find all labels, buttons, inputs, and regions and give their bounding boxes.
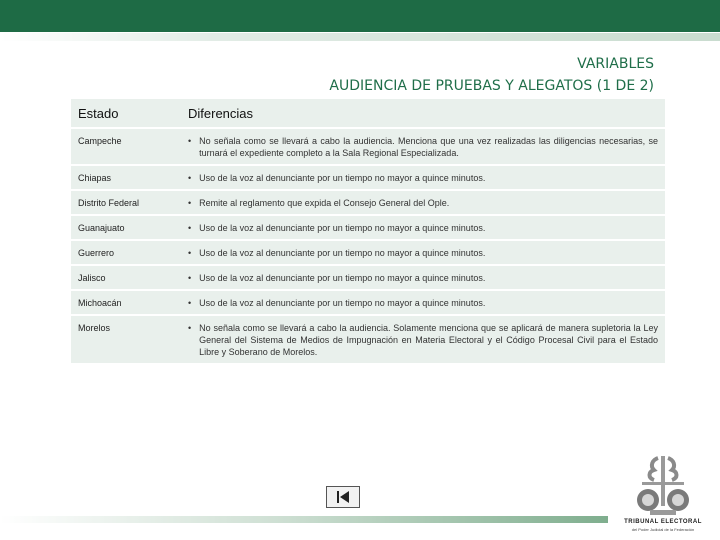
difference-cell xyxy=(181,216,665,239)
table-row xyxy=(71,291,665,314)
table-header-row xyxy=(71,99,665,127)
difference-text: No señala como se llevará a cabo la audiencia. Solamente menciona que se aplicará de manera supletoria la Ley General del Sistema de Medios de Impugnación en Materia Electoral y el Código Procesal Civil para el Estado Libre y Soberano de Morelos. xyxy=(199,323,658,357)
difference-text: Uso de la voz al denunciante por un tiempo no mayor a quince minutos. xyxy=(199,298,486,308)
state-cell: Michoacán xyxy=(71,291,181,314)
table-row xyxy=(71,129,665,164)
first-page-icon xyxy=(327,487,359,507)
bullet-mark: • xyxy=(188,298,192,308)
page-title: VARIABLES xyxy=(577,56,654,72)
bullet-mark: • xyxy=(188,136,192,146)
state-cell: Chiapas xyxy=(71,166,181,189)
page-subtitle: AUDIENCIA DE PRUEBAS Y ALEGATOS (1 DE 2) xyxy=(329,78,654,94)
difference-cell xyxy=(181,241,665,264)
table-row xyxy=(71,241,665,264)
state-cell: Guanajuato xyxy=(71,216,181,239)
state-cell: Guerrero xyxy=(71,241,181,264)
bullet-mark: • xyxy=(188,173,192,183)
difference-text: No señala como se llevará a cabo la audiencia. Menciona que una vez realizadas las diligencias necesarias, se turnará el expediente completo a la Sala Regional Especializada. xyxy=(199,136,658,158)
table-row xyxy=(71,316,665,363)
difference-cell xyxy=(181,316,665,363)
difference-cell xyxy=(181,129,665,164)
difference-text: Uso de la voz al denunciante por un tiempo no mayor a quince minutos. xyxy=(199,223,486,233)
bullet-mark: • xyxy=(188,323,192,333)
state-cell: Distrito Federal xyxy=(71,191,181,214)
column-header-diferencias: Diferencias xyxy=(181,99,665,127)
bullet-mark: • xyxy=(188,273,192,283)
differences-table xyxy=(71,97,665,365)
column-header-estado: Estado xyxy=(71,99,181,127)
difference-text: Uso de la voz al denunciante por un tiempo no mayor a quince minutos. xyxy=(199,248,486,258)
difference-cell xyxy=(181,191,665,214)
table-row xyxy=(71,216,665,239)
bullet-mark: • xyxy=(188,198,192,208)
difference-text: Uso de la voz al denunciante por un tiempo no mayor a quince minutos. xyxy=(199,273,486,283)
state-cell: Morelos xyxy=(71,316,181,363)
difference-text: Remite al reglamento que expida el Consejo General del Ople. xyxy=(199,198,450,208)
state-cell: Jalisco xyxy=(71,266,181,289)
table-row xyxy=(71,266,665,289)
difference-cell xyxy=(181,291,665,314)
first-slide-button[interactable] xyxy=(326,486,360,508)
top-divider xyxy=(0,33,720,41)
top-banner xyxy=(0,0,720,32)
logo-caption: TRIBUNAL ELECTORAL xyxy=(624,519,702,525)
difference-cell xyxy=(181,266,665,289)
bottom-divider xyxy=(0,516,608,523)
bullet-mark: • xyxy=(188,248,192,258)
table-row xyxy=(71,191,665,214)
table-row xyxy=(71,166,665,189)
bullet-mark: • xyxy=(188,223,192,233)
difference-cell xyxy=(181,166,665,189)
logo-subcaption: del Poder Judicial de la Federación xyxy=(631,527,695,532)
difference-text: Uso de la voz al denunciante por un tiempo no mayor a quince minutos. xyxy=(199,173,486,183)
state-cell: Campeche xyxy=(71,129,181,164)
